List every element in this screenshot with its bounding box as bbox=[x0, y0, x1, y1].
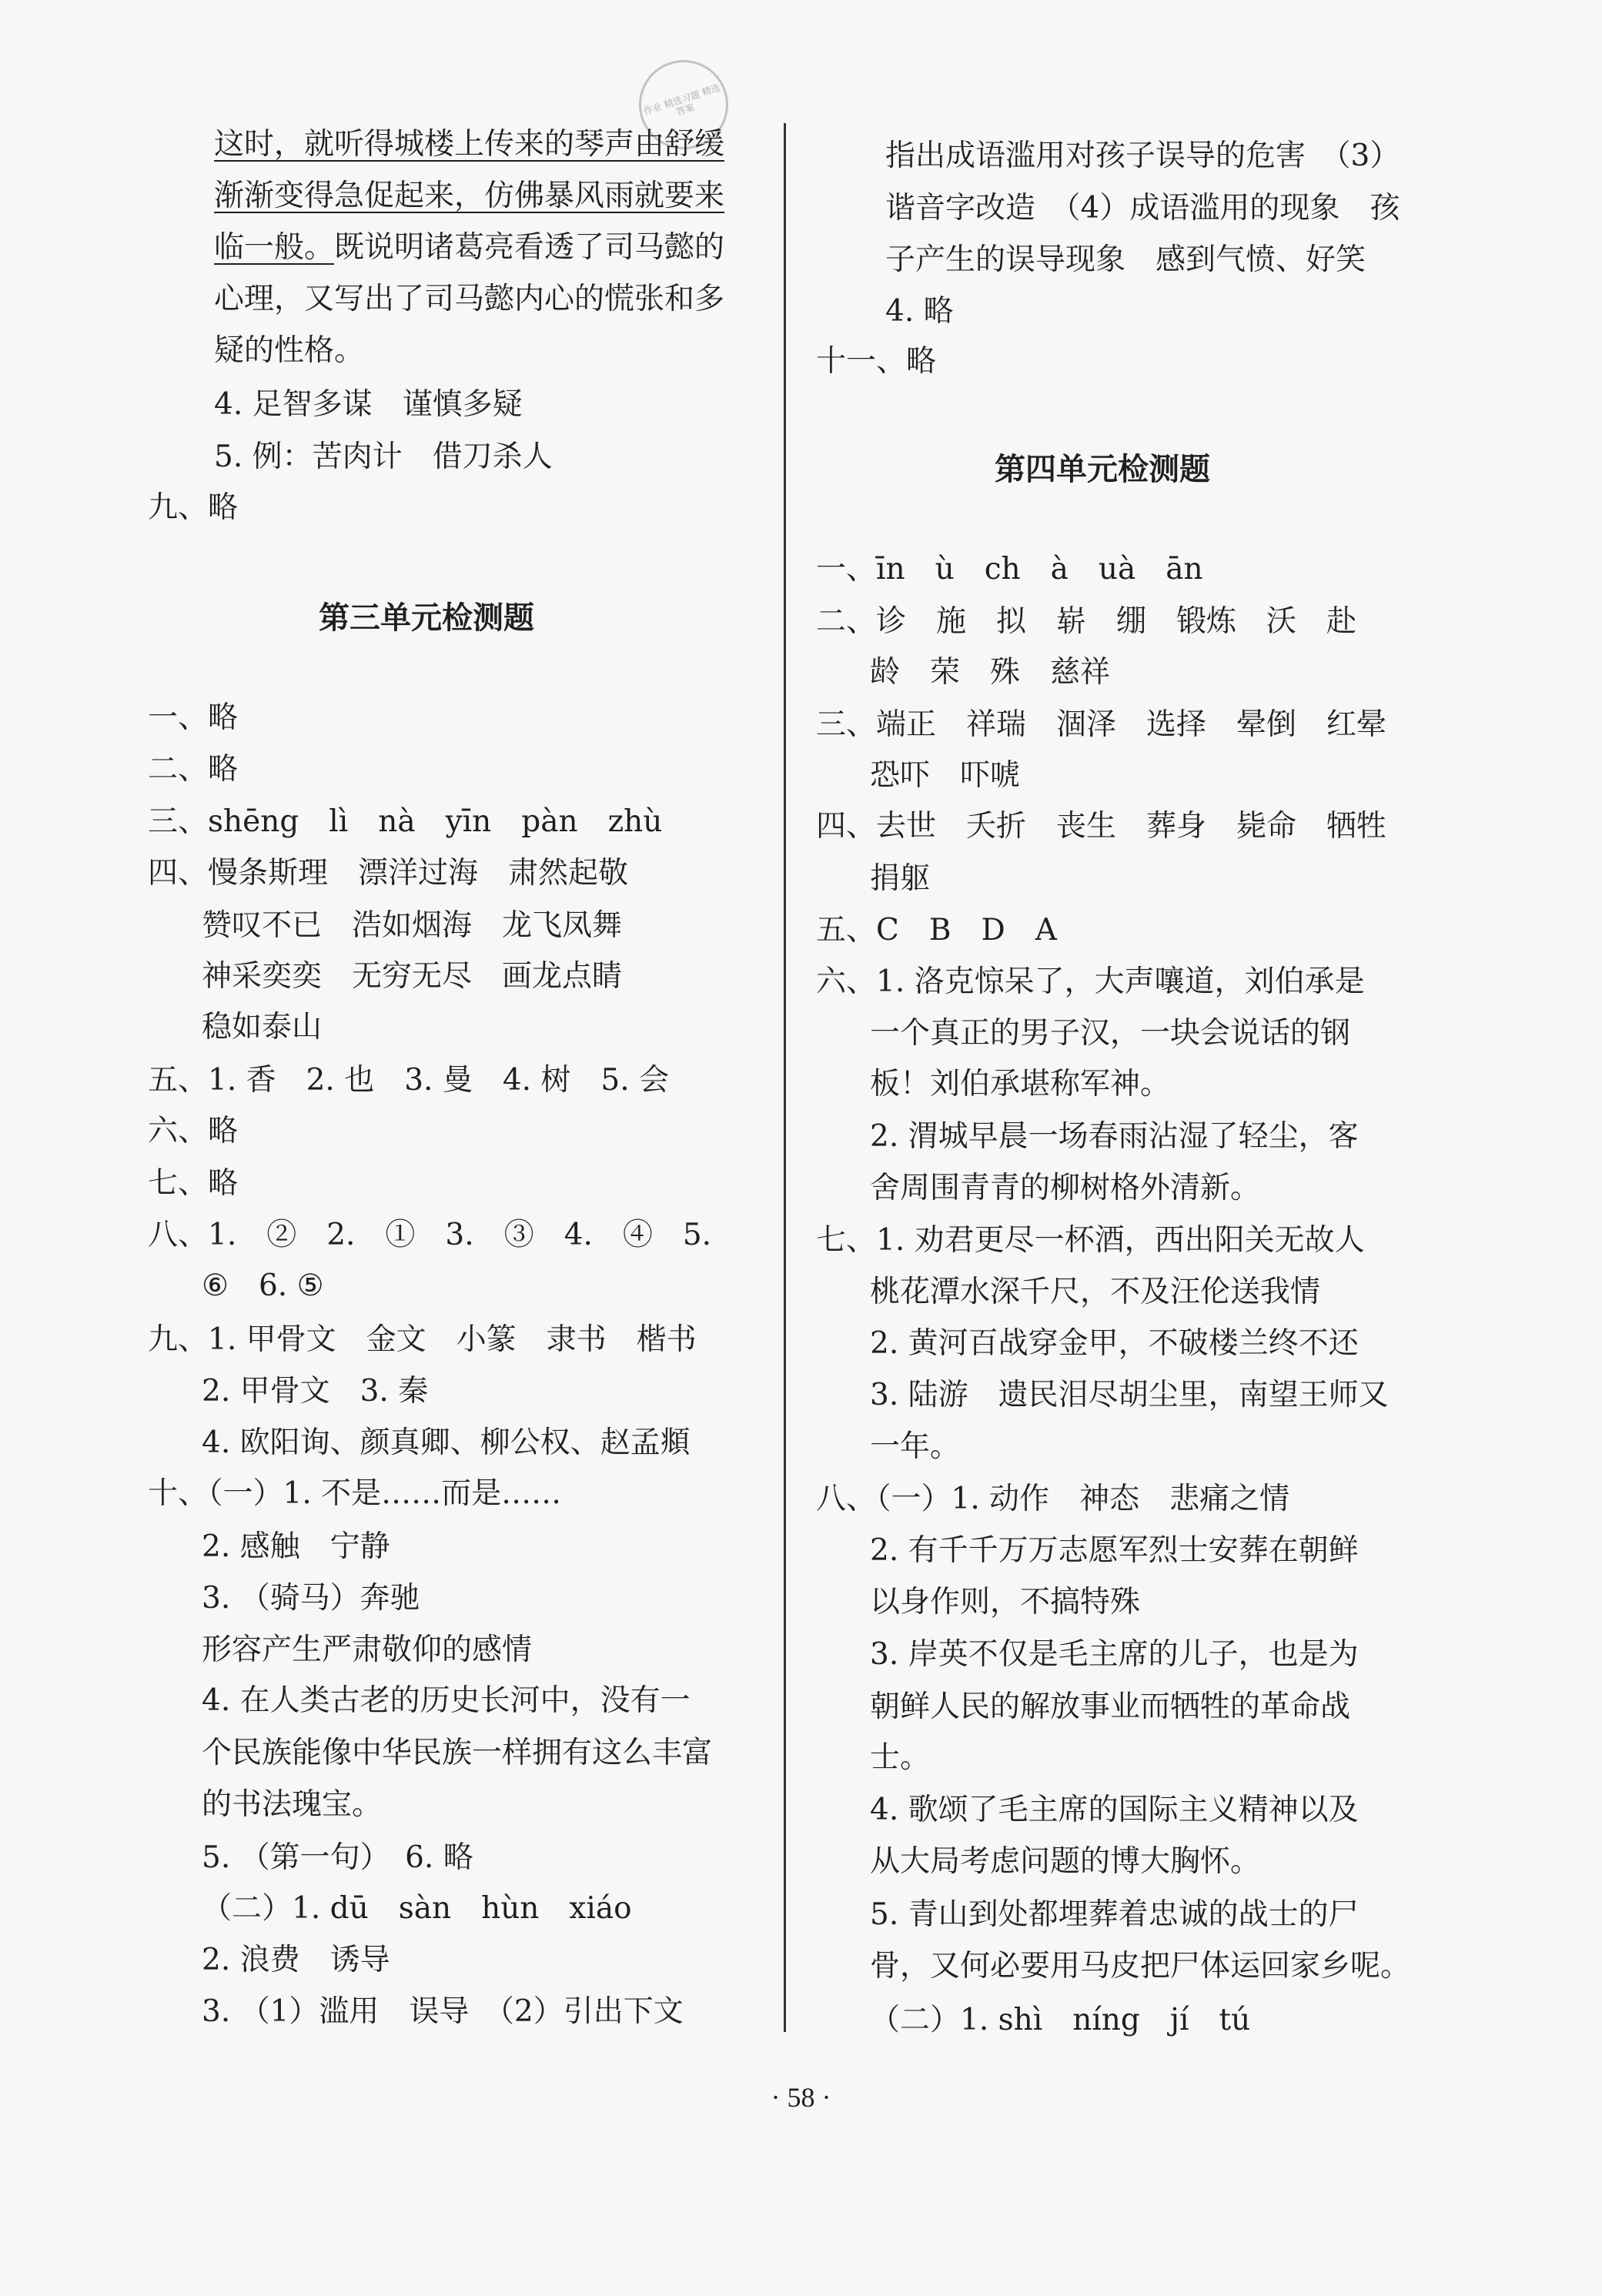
text-line: （二）1. shì níng jí tú bbox=[870, 2003, 1251, 2037]
text-line: 2. 感触 宁静 bbox=[202, 1529, 390, 1564]
text-line: 一个真正的男子汉，一块会说话的钢 bbox=[870, 1016, 1351, 1051]
text-line: 2. 浪费 诱导 bbox=[202, 1943, 390, 1977]
text-line: 5. （第一句） 6. 略 bbox=[202, 1840, 473, 1875]
text-line: 五、C B D A bbox=[816, 913, 1057, 947]
text-line: 七、略 bbox=[148, 1166, 239, 1201]
text-line: 朝鲜人民的解放事业而牺牲的革命战 bbox=[870, 1689, 1351, 1724]
text-line: 2. 甲骨文 3. 秦 bbox=[202, 1374, 429, 1409]
text-line: 一、īn ù ch à uà ān bbox=[816, 552, 1203, 587]
page-number: · 58 · bbox=[771, 2082, 831, 2113]
text-line: 5. 例：苦肉计 借刀杀人 bbox=[214, 439, 553, 474]
text-line: 五、1. 香 2. 也 3. 曼 4. 树 5. 会 bbox=[148, 1063, 670, 1098]
text-line bbox=[214, 226, 724, 269]
text-line: 七、1. 劝君更尽一杯酒，西出阳关无故人 bbox=[816, 1223, 1365, 1258]
text-line: 神采奕奕 无穷无尽 画龙点睛 bbox=[202, 959, 623, 994]
underlined-quote: 渐渐变得急促起来，仿佛暴风雨就要来 bbox=[214, 179, 725, 213]
text-line: 八、1. ② 2. ① 3. ③ 4. ④ 5. bbox=[148, 1218, 712, 1252]
text-line: 龄 荣 殊 慈祥 bbox=[870, 655, 1111, 690]
answer-text: 既说明诸葛亮看透了司马懿的 bbox=[334, 230, 725, 265]
text-line: 十、（一）1. 不是……而是…… bbox=[148, 1476, 562, 1511]
text-line: 3. 陆游 遗民泪尽胡尘里，南望王师又 bbox=[870, 1378, 1389, 1412]
text-line: 六、略 bbox=[148, 1114, 239, 1148]
text-line: 5. 青山到处都埋葬着忠诚的战士的尸 bbox=[870, 1897, 1359, 1932]
text-line: 捐躯 bbox=[870, 861, 931, 896]
text-line: 恐吓 吓唬 bbox=[870, 758, 1021, 793]
text-line: 八、（一）1. 动作 神态 悲痛之情 bbox=[816, 1482, 1290, 1516]
text-line: 二、略 bbox=[148, 752, 239, 787]
text-line: 士。 bbox=[870, 1740, 931, 1775]
text-line: 六、1. 洛克惊呆了，大声嚷道，刘伯承是 bbox=[816, 964, 1365, 999]
text-line: 四、去世 夭折 丧生 葬身 毙命 牺牲 bbox=[816, 809, 1387, 844]
text-line: 2. 渭城早晨一场春雨沾湿了轻尘，客 bbox=[870, 1119, 1359, 1154]
text-line: 三、端正 祥瑞 涸泽 选择 晕倒 红晕 bbox=[816, 707, 1387, 742]
underlined-quote: 这时，就听得城楼上传来的琴声由舒缓 bbox=[214, 127, 725, 162]
text-line: ⑥ 6. ⑤ bbox=[202, 1268, 324, 1303]
text-line: 二、诊 施 拟 崭 绷 锻炼 沃 赴 bbox=[816, 604, 1357, 639]
text-line: 3. 岸英不仅是毛主席的儿子，也是为 bbox=[870, 1637, 1359, 1672]
text-line bbox=[214, 123, 724, 166]
text-line: 三、shēng lì nà yīn pàn zhù bbox=[148, 804, 663, 839]
stamp-text: 作业 精选习题 精选答案 bbox=[642, 82, 722, 119]
text-line: 4. 歌颂了毛主席的国际主义精神以及 bbox=[870, 1793, 1359, 1827]
text-line: 的书法瑰宝。 bbox=[202, 1787, 383, 1822]
text-line: 骨，又何必要用马皮把尸体运回家乡呢。 bbox=[870, 1949, 1411, 1984]
unit3-title: 第三单元检测题 bbox=[319, 600, 534, 636]
text-line: 以身作则，不搞特殊 bbox=[870, 1585, 1141, 1619]
text-line: （二）1. dū sàn hùn xiáo bbox=[202, 1891, 632, 1926]
text-line: 4. 略 bbox=[885, 294, 954, 329]
text-line: 4. 欧阳询、颜真卿、柳公权、赵孟頫 bbox=[202, 1425, 691, 1460]
text-line: 四、慢条斯理 漂洋过海 肃然起敬 bbox=[148, 856, 629, 891]
text-line: 九、略 bbox=[148, 490, 239, 525]
text-line: 稳如泰山 bbox=[202, 1010, 323, 1044]
text-line: 桃花潭水深千尺，不及汪伦送我情 bbox=[870, 1275, 1321, 1309]
text-line: 形容产生严肃敬仰的感情 bbox=[202, 1633, 533, 1667]
text-line: 谐音字改造 （4）成语滥用的现象 孩 bbox=[885, 191, 1400, 226]
text-line: 2. 有千千万万志愿军烈士安葬在朝鲜 bbox=[870, 1533, 1359, 1568]
text-line: 个民族能像中华民族一样拥有这么丰富 bbox=[202, 1736, 713, 1770]
text-line: 九、1. 甲骨文 金文 小篆 隶书 楷书 bbox=[148, 1322, 697, 1357]
unit4-title: 第四单元检测题 bbox=[995, 452, 1210, 487]
text-line: 心理，又写出了司马懿内心的慌张和多 bbox=[214, 282, 725, 316]
text-line: 疑的性格。 bbox=[214, 333, 365, 368]
column-divider bbox=[784, 123, 786, 2032]
text-line: 一年。 bbox=[870, 1429, 961, 1464]
text-line: 一、略 bbox=[148, 700, 239, 735]
text-line: 3. （1）滥用 误导 （2）引出下文 bbox=[202, 1994, 684, 2029]
text-line: 2. 黄河百战穿金甲，不破楼兰终不还 bbox=[870, 1326, 1359, 1361]
text-line: 4. 足智多谋 谨慎多疑 bbox=[214, 387, 523, 422]
text-line: 舍周围青青的柳树格外清新。 bbox=[870, 1171, 1261, 1205]
text-line: 板！刘伯承堪称军神。 bbox=[870, 1067, 1171, 1101]
text-line bbox=[214, 175, 724, 218]
text-line: 子产生的误导现象 感到气愤、好笑 bbox=[885, 242, 1366, 277]
text-line: 4. 在人类古老的历史长河中，没有一 bbox=[202, 1683, 691, 1718]
underlined-quote: 临一般。 bbox=[214, 230, 335, 265]
text-line: 3. （骑马）奔驰 bbox=[202, 1581, 420, 1616]
text-line: 从大局考虑问题的博大胸怀。 bbox=[870, 1844, 1261, 1879]
text-line: 十一、略 bbox=[816, 344, 937, 379]
text-line: 指出成语滥用对孩子误导的危害 （3） bbox=[885, 139, 1400, 173]
text-line: 赞叹不已 浩如烟海 龙飞凤舞 bbox=[202, 908, 623, 943]
